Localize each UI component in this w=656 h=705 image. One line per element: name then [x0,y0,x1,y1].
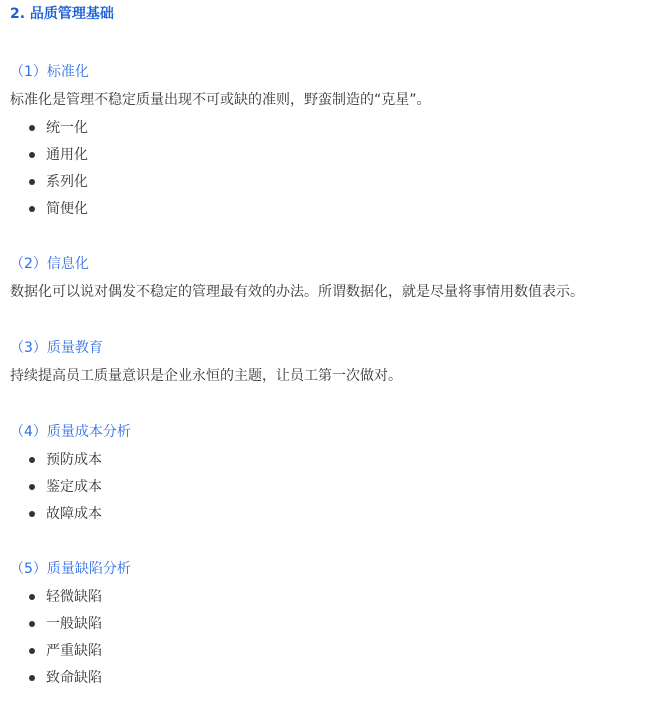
list-item: 严重缺陷 [0,641,102,668]
list-quality-defect [0,587,102,695]
list-item: 一般缺陷 [0,614,102,641]
paragraph-informatization: 数据化可以说对偶发不稳定的管理最有效的办法。所谓数据化，就是尽量将事情用数值表示。 [10,284,584,300]
list-quality-cost [0,450,102,531]
bullet-icon [29,206,35,212]
heading-informatization: （2）信息化 [10,256,89,272]
list-item: 统一化 [0,118,88,145]
list-item: 简便化 [0,199,88,226]
bullet-icon [29,648,35,654]
heading-quality-defect-analysis: （5）质量缺陷分析 [10,561,131,577]
bullet-icon [29,125,35,131]
bullet-icon [29,621,35,627]
list-item: 系列化 [0,172,88,199]
list-item: 通用化 [0,145,88,172]
heading-quality-education: （3）质量教育 [10,340,103,356]
bullet-icon [29,152,35,158]
bullet-icon [29,457,35,463]
list-standardization [0,118,88,226]
list-item: 鉴定成本 [0,477,102,504]
bullet-icon [29,484,35,490]
heading-standardization: （1）标准化 [10,64,89,80]
list-item: 故障成本 [0,504,102,531]
list-item: 轻微缺陷 [0,587,102,614]
bullet-icon [29,179,35,185]
paragraph-quality-education: 持续提高员工质量意识是企业永恒的主题，让员工第一次做对。 [10,368,402,384]
list-item: 致命缺陷 [0,668,102,695]
heading-quality-cost-analysis: （4）质量成本分析 [10,424,131,440]
bullet-icon [29,675,35,681]
section-title: 2. 品质管理基础 [10,6,114,22]
bullet-icon [29,511,35,517]
paragraph-standardization: 标准化是管理不稳定质量出现不可或缺的准则，野蛮制造的“克星”。 [10,92,431,108]
bullet-icon [29,594,35,600]
list-item: 预防成本 [0,450,102,477]
